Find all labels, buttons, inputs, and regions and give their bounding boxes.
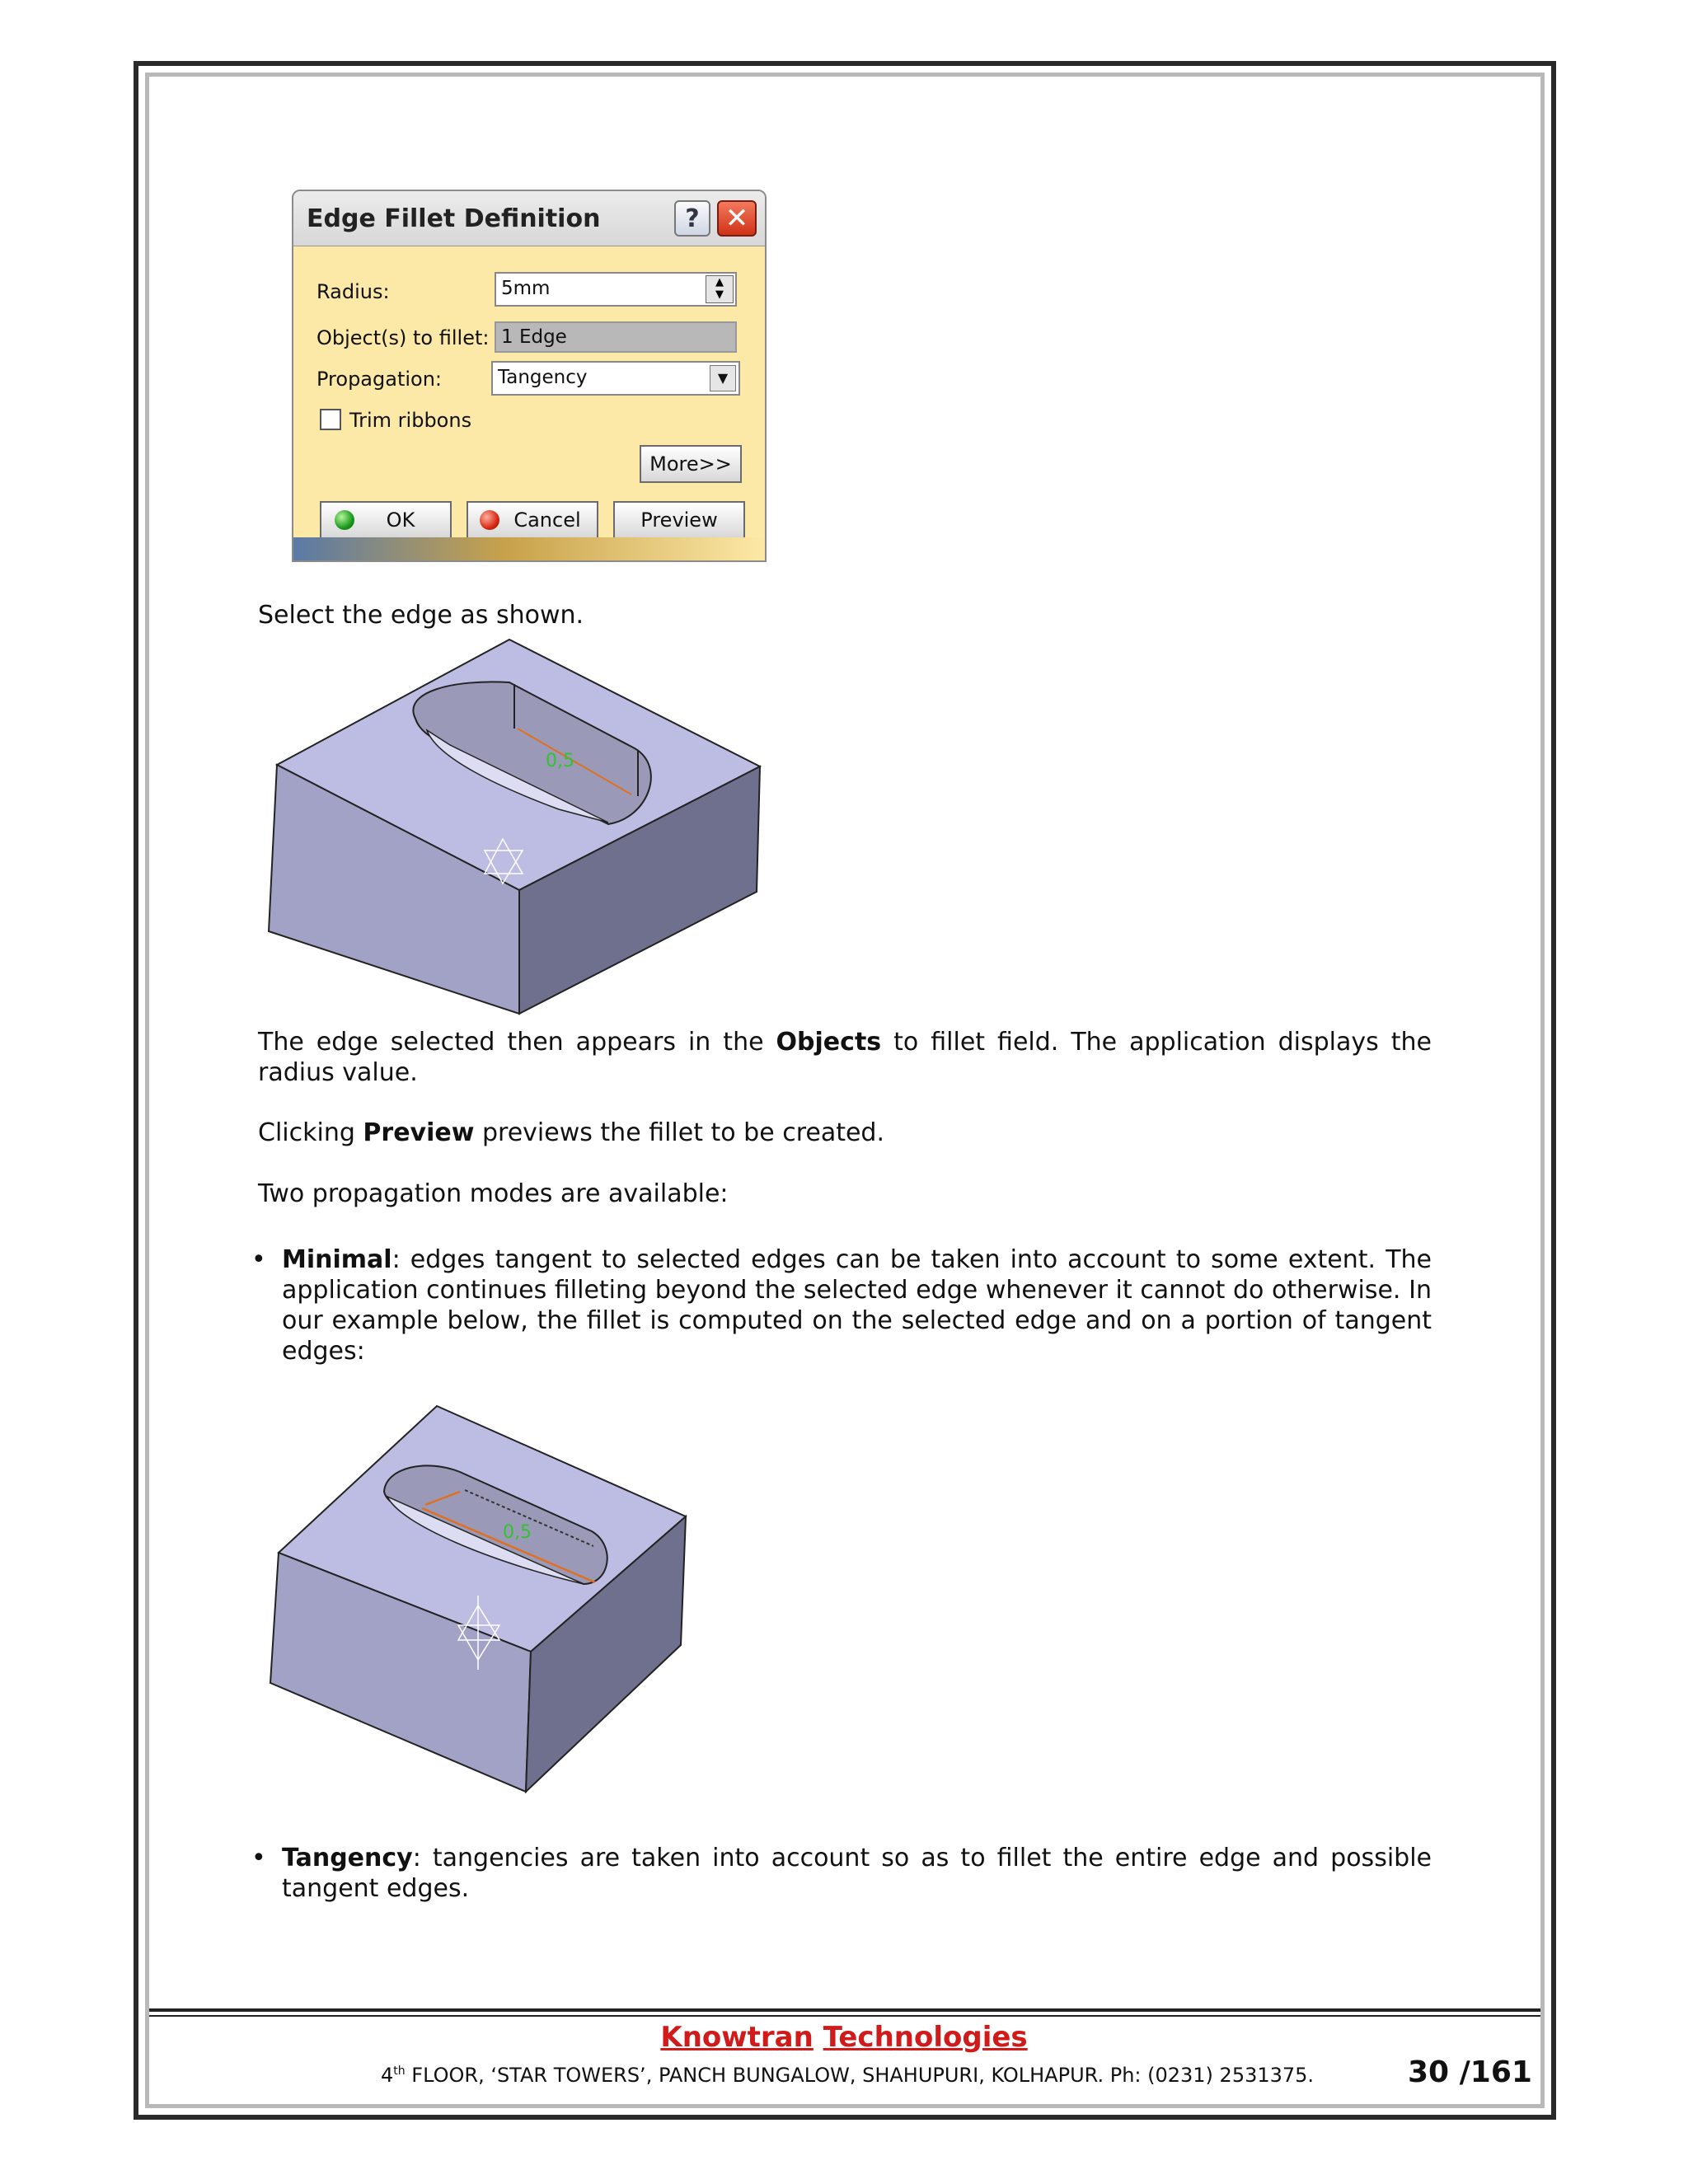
company-address: 4th FLOOR, ‘STAR TOWERS’, PANCH BUNGALOW, SHAHUPURI, KOLHAPUR. Ph: (0231) 2531375. (381, 2064, 1315, 2087)
preview-button[interactable]: Preview (613, 501, 745, 539)
trim-ribbons-checkbox[interactable] (320, 409, 341, 430)
objects-value: 1 Edge (501, 326, 567, 348)
cancel-red-icon (480, 510, 499, 530)
footer-rule-thin (149, 2015, 1540, 2017)
spinner-arrows-icon[interactable]: ▲ ▼ (706, 275, 734, 303)
dialog-title: Edge Fillet Definition (307, 204, 601, 233)
ok-label: OK (386, 509, 415, 532)
dialog-titlebar (293, 191, 765, 246)
select-edge-text: Select the edge as shown. (258, 601, 584, 630)
propagation-select[interactable] (491, 361, 740, 396)
radius-value: 5mm (501, 278, 551, 299)
paragraph-modes: Two propagation modes are available: (258, 1179, 729, 1208)
radius-input[interactable] (495, 272, 737, 307)
bullet-dot-1: • (251, 1245, 266, 1274)
cancel-label: Cancel (513, 509, 581, 532)
paragraph-objects: The edge selected then appears in the Objects to fillet field. The application displays the radius value. (258, 1028, 1432, 1087)
footer-rule (149, 2008, 1540, 2012)
company-name: Knowtran Technologies (660, 2021, 1028, 2054)
page-number: 30 /161 (1408, 2055, 1532, 2089)
objects-field[interactable] (495, 321, 737, 353)
objects-label: Object(s) to fillet: (316, 326, 490, 349)
more-button[interactable]: More>> (640, 445, 742, 483)
block-figure-1 (262, 635, 767, 1018)
dialog-bottom-strip (293, 537, 767, 562)
help-icon[interactable]: ? (674, 200, 710, 237)
radius-label: Radius: (316, 280, 390, 303)
chevron-down-icon[interactable]: ▼ (710, 365, 736, 391)
close-icon[interactable]: ✕ (717, 200, 757, 237)
block-figure-2 (262, 1401, 699, 1797)
paragraph-preview: Clicking Preview previews the fillet to be created. (258, 1118, 885, 1147)
bullet-minimal: Minimal: edges tangent to selected edges can be taken into account to some extent. The application continues filleting beyond the selected edge whenever it cannot do otherwise. In our example below, the fillet is computed on the selected edge and on a portion of tangent edges: (282, 1245, 1432, 1366)
edge-fillet-dialog (292, 190, 767, 562)
cancel-button[interactable] (467, 501, 598, 539)
propagation-value: Tangency (498, 367, 588, 388)
fig2-annotation: 0,5 (503, 1522, 532, 1543)
fig1-annotation: 0,5 (546, 751, 574, 771)
trim-ribbons-label: Trim ribbons (349, 409, 472, 432)
bullet-tangency: Tangency: tangencies are taken into account so as to fillet the entire edge and possible tangent edges. (282, 1844, 1432, 1903)
propagation-label: Propagation: (316, 368, 443, 391)
ok-button[interactable] (320, 501, 452, 539)
bullet-dot-2: • (251, 1844, 266, 1872)
ok-green-icon (335, 510, 354, 530)
